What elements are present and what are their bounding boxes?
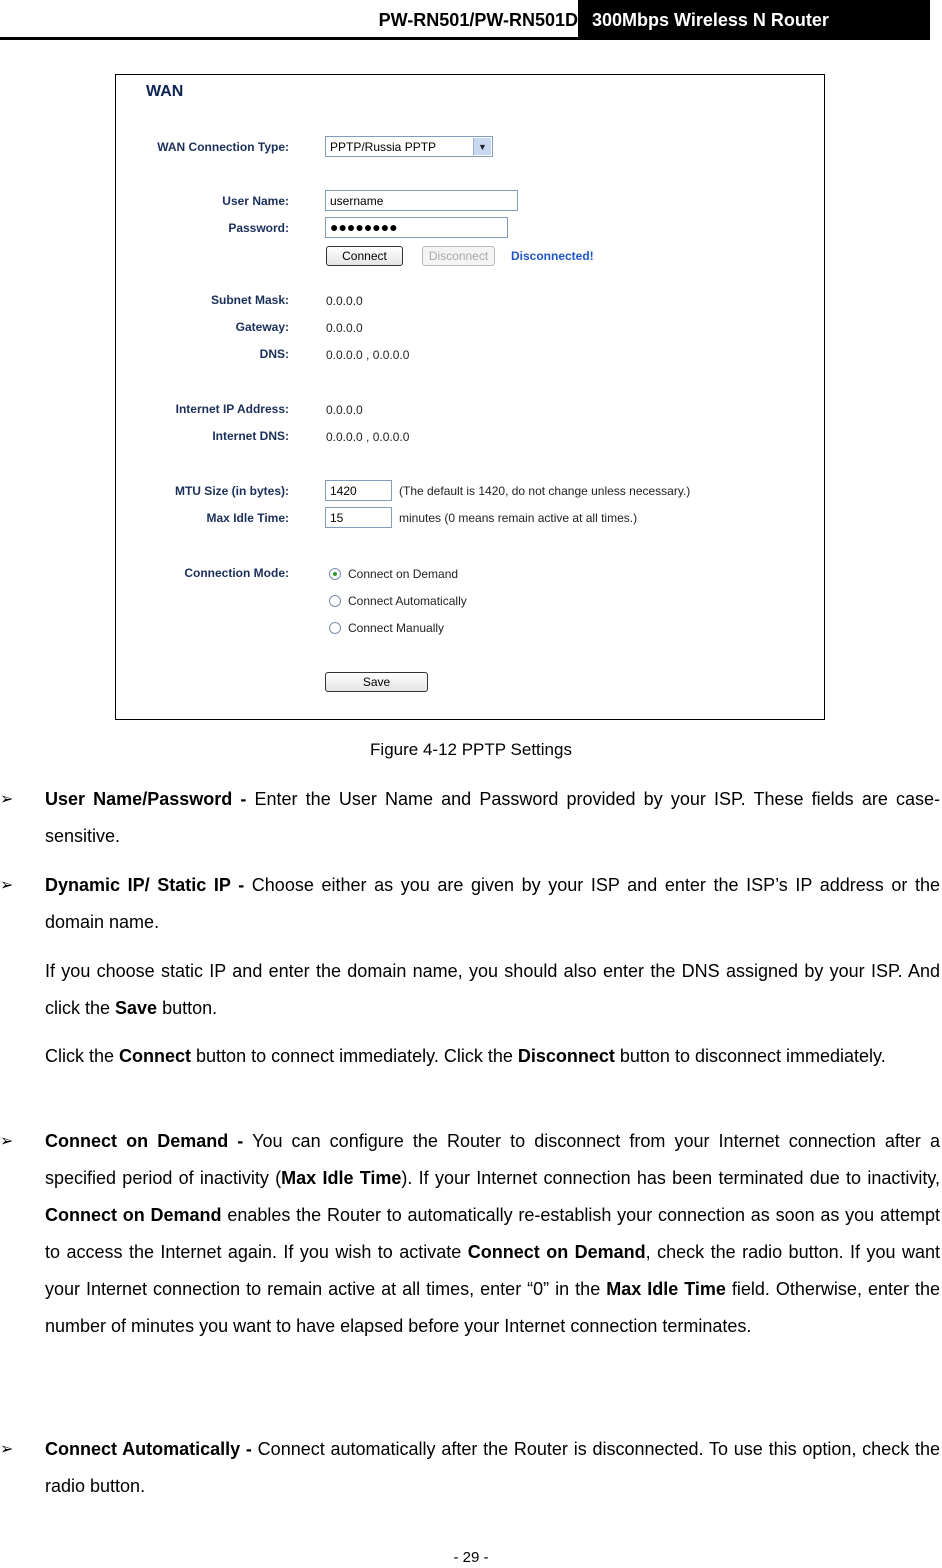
dns-value: 0.0.0.0 , 0.0.0.0 [326, 348, 410, 362]
para-user-name-password [45, 781, 940, 855]
internet-ip-value: 0.0.0.0 [326, 403, 363, 417]
text: button. [157, 998, 218, 1018]
text: If you choose static IP and enter the domain name, you should also enter the DNS assigned by your ISP. And click the [45, 961, 940, 1018]
term: Dynamic IP/ Static IP - [45, 875, 245, 895]
para-dynamic-static-ip [45, 867, 940, 941]
text: Click the [45, 1046, 120, 1066]
internet-dns-label: Internet DNS: [212, 429, 289, 443]
gateway-label: Gateway: [235, 320, 289, 334]
header-model: PW-RN501/PW-RN501D [378, 10, 578, 30]
password-label: Password: [228, 221, 289, 235]
max-idle-hint: minutes (0 means remain active at all times.) [399, 511, 638, 525]
term: Max Idle Time [606, 1279, 726, 1299]
term: Connect on Demand - [45, 1131, 244, 1151]
term: Max Idle Time [281, 1168, 402, 1188]
disconnect-button[interactable]: Disconnect [422, 246, 495, 266]
text: Choose either as you are given by your ISP and enter the ISP’s IP address or the domain name. [45, 875, 940, 932]
connection-status: Disconnected! [511, 249, 594, 263]
wan-settings-figure [115, 74, 825, 720]
text: Connect automatically after the Router is disconnected. To use this option, check the radio button. [45, 1439, 940, 1496]
conn-type-label: WAN Connection Type: [157, 140, 289, 154]
term: Connect [119, 1046, 192, 1066]
user-name-label: User Name: [222, 194, 289, 208]
gateway-value: 0.0.0.0 [326, 321, 363, 335]
bullet-icon: ➢ [0, 1131, 14, 1150]
mtu-label: MTU Size (in bytes): [174, 484, 289, 498]
text: button to connect immediately. Click the [191, 1046, 518, 1066]
para-connect-on-demand [45, 1123, 940, 1345]
text: field. Otherwise, enter the number of minutes you want to have elapsed before your Internet connection terminates. [45, 1279, 940, 1336]
conn-type-select[interactable] [325, 136, 493, 157]
internet-dns-value: 0.0.0.0 , 0.0.0.0 [326, 430, 410, 444]
term: User Name/Password - [45, 789, 247, 809]
text: button to disconnect immediately. [614, 1046, 886, 1066]
mtu-input[interactable]: 1420 [325, 480, 392, 501]
para-connect-automatically [45, 1431, 940, 1505]
radio-connect-manually[interactable] [329, 622, 341, 634]
conn-mode-label: Connection Mode: [184, 566, 289, 580]
term: Save [115, 998, 158, 1018]
chevron-down-icon[interactable]: ▼ [473, 138, 491, 155]
text: , check the radio button. If you want your Internet connection to remain active at all times, enter “0” in the [45, 1242, 941, 1299]
password-input[interactable]: ●●●●●●●● [325, 217, 508, 238]
para-static-ip-note [45, 953, 940, 1027]
radio-label-automatically: Connect Automatically [348, 594, 467, 608]
radio-connect-on-demand[interactable] [329, 568, 341, 580]
header-rule [0, 37, 930, 40]
bullet-icon: ➢ [0, 875, 14, 894]
bullet-icon: ➢ [0, 1439, 14, 1458]
header-product: 300Mbps Wireless N Router [578, 0, 930, 38]
conn-type-value: PPTP/Russia PPTP [330, 140, 437, 154]
mtu-hint: (The default is 1420, do not change unless necessary.) [399, 484, 691, 498]
text: Enter the User Name and Password provided by your ISP. These fields are case-sensitive. [45, 789, 940, 846]
wan-title: WAN [146, 83, 184, 100]
text: ). If your Internet connection has been terminated due to inactivity, [401, 1168, 941, 1188]
connect-button[interactable]: Connect [326, 246, 403, 266]
text: You can configure the Router to disconnect from your Internet connection after a specified period of inactivity ( [45, 1131, 940, 1188]
subnet-mask-label: Subnet Mask: [210, 293, 289, 307]
text: enables the Router to automatically re-establish your connection as soon as you attempt to access the Internet again. If you wish to activate [45, 1205, 940, 1262]
internet-ip-label: Internet IP Address: [175, 402, 289, 416]
subnet-mask-value: 0.0.0.0 [326, 294, 363, 308]
radio-label-on-demand: Connect on Demand [348, 567, 459, 581]
radio-connect-automatically[interactable] [329, 595, 341, 607]
page-number: - 29 - [453, 1549, 489, 1566]
dns-label: DNS: [259, 347, 289, 361]
figure-caption: Figure 4-12 PPTP Settings [370, 740, 572, 759]
term: Disconnect [517, 1046, 615, 1066]
term: Connect on Demand [45, 1205, 222, 1225]
para-connect-note [45, 1038, 940, 1075]
max-idle-input[interactable]: 15 [325, 507, 392, 528]
user-name-input[interactable]: username [325, 190, 518, 211]
max-idle-label: Max Idle Time: [206, 511, 289, 525]
bullet-icon: ➢ [0, 789, 14, 808]
radio-label-manually: Connect Manually [348, 621, 445, 635]
term: Connect on Demand [467, 1242, 646, 1262]
term: Connect Automatically - [45, 1439, 252, 1459]
save-button[interactable]: Save [325, 672, 428, 692]
